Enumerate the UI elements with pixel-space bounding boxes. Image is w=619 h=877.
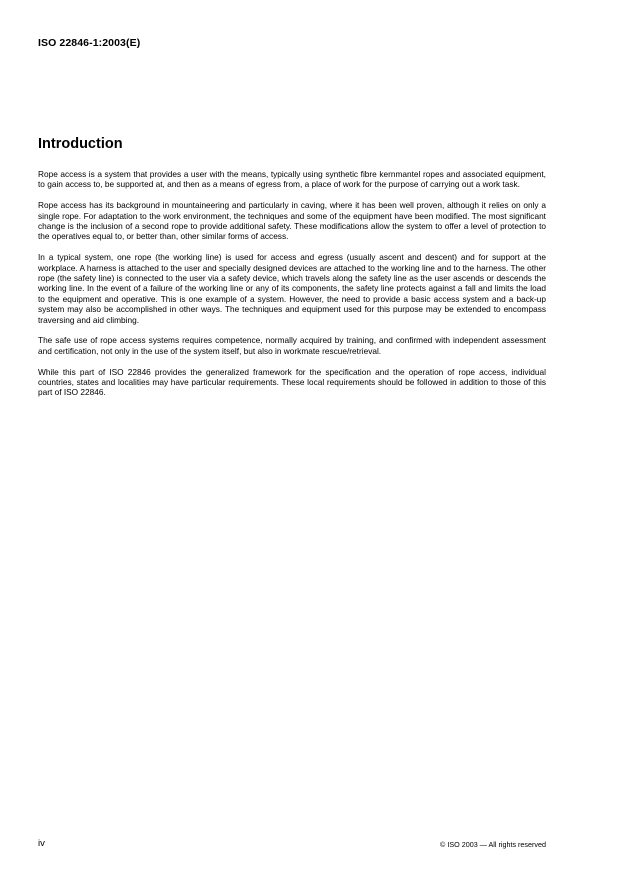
section-title: Introduction xyxy=(38,136,123,152)
paragraph-1: Rope access is a system that provides a user with the means, typically using synthetic fibre kernmantel ropes and associated equipment, to gain access to, be supported at, and then as a means of egress from, a place of work for the purpose of carrying out a work task. xyxy=(38,169,546,190)
paragraph-5: While this part of ISO 22846 provides the generalized framework for the specification and the operation of rope access, individual countries, states and localities may have particular requirements. These local requirements should be followed in addition to those of this part of ISO 22846. xyxy=(38,366,546,398)
paragraph-3: In a typical system, one rope (the working line) is used for access and egress (usually ascent and descent) and for support at the workplace. A harness is attached to the user and specially designed devices are attached to the working line and to the harness. The other rope (the safety line) is connected to the user via a safety device, which travels along the safety line as the user ascends or descends the working line. In the event of a failure of the working line or any of its components, the safety line protects against a fall and limits the load to the equipment and operative. This is one example of a system. However, the need to provide a basic access system and a back-up system may also be accomplished in other ways. The techniques and equipment used for this purpose may be extended to encompass traversing and aid climbing. xyxy=(38,252,546,325)
paragraph-4: The safe use of rope access systems requires competence, normally acquired by training, and confirmed with independent assessment and certification, not only in the use of the system itself, but also in workmate rescue/retrieval. xyxy=(38,335,546,356)
introduction-body xyxy=(38,169,546,408)
page-number: iv xyxy=(38,838,45,849)
document-id: ISO 22846-1:2003(E) xyxy=(38,37,141,49)
copyright-notice: © ISO 2003 — All rights reserved xyxy=(440,840,546,849)
paragraph-2: Rope access has its background in mountaineering and particularly in caving, where it has been well proven, although it relies on only a single rope. For adaptation to the work environment, the techniques and some of the equipment have been modified. The most significant change is the inclusion of a second rope to provide additional safety. These modifications allow the system to offer a level of protection to the operatives equal to, or better than, other similar forms of access. xyxy=(38,200,546,242)
